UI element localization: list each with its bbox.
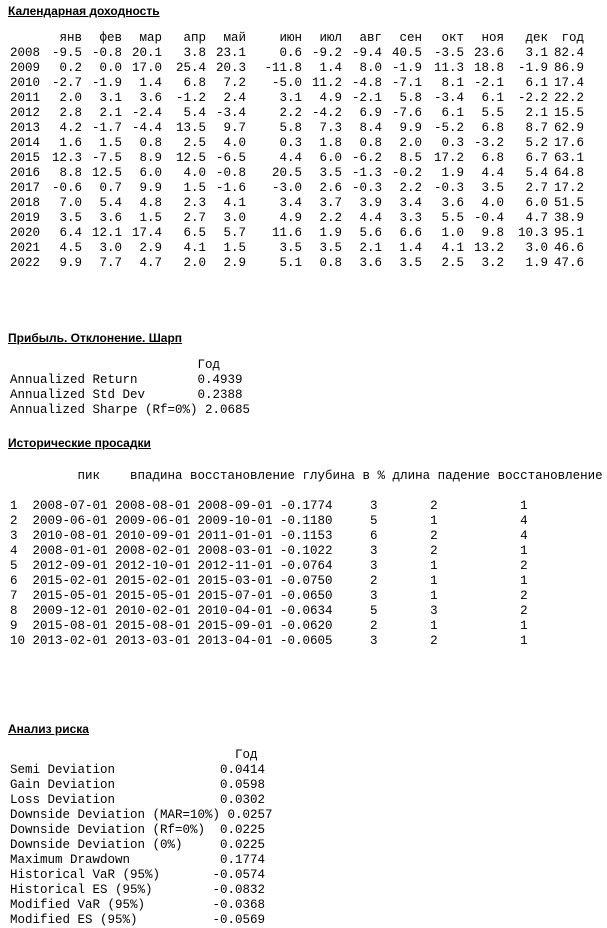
calendar-value-cell: 4.1 <box>183 241 206 255</box>
calendar-value-cell: 8.4 <box>359 121 382 135</box>
calendar-value-cell: 1.4 <box>319 61 342 75</box>
calendar-row <box>10 211 584 226</box>
calendar-value-cell: 8.1 <box>441 76 464 90</box>
calendar-value-cell: 11.6 <box>271 226 302 240</box>
calendar-value-cell: 0.6 <box>279 46 302 60</box>
calendar-value-cell: 4.1 <box>223 196 246 210</box>
calendar-value-cell: 2.0 <box>399 136 422 150</box>
calendar-value-cell: 8.7 <box>525 121 548 135</box>
calendar-value-cell: -1.7 <box>91 121 122 135</box>
calendar-value-cell: 0.3 <box>441 136 464 150</box>
calendar-header-cell: окт <box>441 31 464 45</box>
calendar-value-cell: 20.5 <box>271 166 302 180</box>
calendar-value-cell: -7.6 <box>391 106 422 120</box>
calendar-value-cell: 12.5 <box>175 151 206 165</box>
calendar-value-cell: 20.3 <box>215 61 246 75</box>
calendar-value-cell: -3.5 <box>433 46 464 60</box>
calendar-value-cell: 3.0 <box>525 241 548 255</box>
calendar-value-cell: 4.9 <box>279 211 302 225</box>
calendar-value-cell: 3.6 <box>359 256 382 270</box>
calendar-value-cell: -9.2 <box>311 46 342 60</box>
calendar-value-cell: 9.9 <box>139 181 162 195</box>
calendar-value-cell: -2.1 <box>473 76 504 90</box>
calendar-value-cell: 4.0 <box>183 166 206 180</box>
calendar-value-cell: 17.4 <box>131 226 162 240</box>
calendar-value-cell: 6.0 <box>139 166 162 180</box>
calendar-value-cell: 4.5 <box>59 241 82 255</box>
calendar-value-cell: 3.2 <box>481 256 504 270</box>
calendar-row <box>10 256 584 271</box>
calendar-value-cell: -0.2 <box>391 166 422 180</box>
calendar-value-cell: 23.1 <box>215 46 246 60</box>
calendar-header-cell: год <box>561 31 584 45</box>
calendar-value-cell: -2.4 <box>131 106 162 120</box>
calendar-value-cell: -0.3 <box>351 181 382 195</box>
calendar-row <box>10 151 584 166</box>
calendar-value-cell: -3.4 <box>215 106 246 120</box>
drawdowns-table: пик впадина восстановление глубина в % длина падение восстановление 1 2008-07-01 2008-08-01 2008-09-01 -0.1774 3 2 1 2 2009-06-01 2009-06-01 2009-10-01 -0.1180 5 1 4 3 2010-08-01 2010-09-01 2011-01-01 -0.1153 6 2 4 4 2008-01-01 2008-02-01 2008-03-01 -0.1022 3 2 1 5 2012-09-01 2012-10-01 2012-11-01 -0.0764 3 1 2 6 2015-02-01 2015-02-01 2015-03-01 -0.0750 2 1 1 7 2015-05-01 2015-05-01 2015-07-01 -0.0650 3 1 2 8 2009-12-01 2010-02-01 2010-04-01 -0.0634 5 3 2 9 2015-08-01 2015-08-01 2015-09-01 -0.0620 2 1 1 10 2013-02-01 2013-03-01 2013-04-01 -0.0605 3 2 1 <box>10 469 603 648</box>
calendar-value-cell: 2.1 <box>99 106 122 120</box>
calendar-value-cell: 3.1 <box>99 91 122 105</box>
calendar-value-cell: 1.9 <box>319 226 342 240</box>
calendar-value-cell: 17.2 <box>553 181 584 195</box>
calendar-value-cell: 5.7 <box>223 226 246 240</box>
calendar-value-cell: 9.7 <box>223 121 246 135</box>
calendar-value-cell: 23.6 <box>473 46 504 60</box>
calendar-value-cell: 1.5 <box>139 211 162 225</box>
calendar-row <box>10 106 584 121</box>
calendar-value-cell: 25.4 <box>175 61 206 75</box>
calendar-value-cell: 3.0 <box>99 241 122 255</box>
calendar-value-cell: 4.9 <box>319 91 342 105</box>
calendar-value-cell: 2.1 <box>359 241 382 255</box>
calendar-value-cell: -3.2 <box>473 136 504 150</box>
calendar-year-cell: 2009 <box>10 61 41 75</box>
calendar-value-cell: -4.4 <box>131 121 162 135</box>
profit-stats-table: Год Annualized Return 0.4939 Annualized Std Dev 0.2388 Annualized Sharpe (Rf=0%) 2.0685 <box>10 358 251 417</box>
calendar-header-cell: мар <box>139 31 162 45</box>
calendar-value-cell: 3.3 <box>399 211 422 225</box>
calendar-value-cell: 2.3 <box>183 196 206 210</box>
calendar-value-cell: 6.8 <box>183 76 206 90</box>
calendar-value-cell: 6.8 <box>481 151 504 165</box>
calendar-value-cell: 13.2 <box>473 241 504 255</box>
calendar-value-cell: 0.8 <box>139 136 162 150</box>
calendar-value-cell: -1.9 <box>517 61 548 75</box>
calendar-value-cell: 1.5 <box>99 136 122 150</box>
drawdowns-section-title: Исторические просадки <box>8 436 151 450</box>
calendar-value-cell: 2.5 <box>183 136 206 150</box>
calendar-value-cell: 9.9 <box>59 256 82 270</box>
calendar-value-cell: 3.5 <box>319 166 342 180</box>
calendar-value-cell: 63.1 <box>553 151 584 165</box>
calendar-value-cell: -6.5 <box>215 151 246 165</box>
calendar-value-cell: 17.4 <box>553 76 584 90</box>
calendar-value-cell: 13.5 <box>175 121 206 135</box>
calendar-row <box>10 91 584 106</box>
calendar-value-cell: 6.7 <box>525 151 548 165</box>
calendar-value-cell: 4.0 <box>223 136 246 150</box>
calendar-value-cell: 2.5 <box>441 256 464 270</box>
calendar-value-cell: 6.1 <box>441 106 464 120</box>
calendar-year-cell: 2016 <box>10 166 41 180</box>
calendar-value-cell: 11.3 <box>433 61 464 75</box>
calendar-value-cell: 1.0 <box>441 226 464 240</box>
calendar-header-cell: июн <box>279 31 302 45</box>
calendar-value-cell: 6.5 <box>183 226 206 240</box>
calendar-row <box>10 136 584 151</box>
calendar-value-cell: 6.4 <box>59 226 82 240</box>
calendar-value-cell: 5.4 <box>99 196 122 210</box>
calendar-value-cell: -0.8 <box>91 46 122 60</box>
calendar-value-cell: -9.4 <box>351 46 382 60</box>
calendar-value-cell: 5.1 <box>279 256 302 270</box>
calendar-row <box>10 121 584 136</box>
calendar-value-cell: 86.9 <box>553 61 584 75</box>
calendar-value-cell: 5.2 <box>525 136 548 150</box>
calendar-header-cell: апр <box>183 31 206 45</box>
calendar-value-cell: 5.4 <box>183 106 206 120</box>
calendar-header-cell: дек <box>525 31 548 45</box>
calendar-value-cell: -3.0 <box>271 181 302 195</box>
calendar-value-cell: -4.8 <box>351 76 382 90</box>
calendar-value-cell: 1.8 <box>319 136 342 150</box>
calendar-value-cell: 6.1 <box>525 76 548 90</box>
calendar-value-cell: -1.9 <box>391 61 422 75</box>
calendar-value-cell: 3.8 <box>183 46 206 60</box>
calendar-value-cell: 3.9 <box>359 196 382 210</box>
calendar-value-cell: -1.9 <box>91 76 122 90</box>
calendar-value-cell: 3.6 <box>441 196 464 210</box>
calendar-year-cell: 2010 <box>10 76 41 90</box>
calendar-value-cell: 5.4 <box>525 166 548 180</box>
calendar-value-cell: 2.7 <box>525 181 548 195</box>
calendar-header-row <box>10 31 584 46</box>
calendar-value-cell: 4.7 <box>139 256 162 270</box>
calendar-value-cell: 10.3 <box>517 226 548 240</box>
calendar-value-cell: 0.7 <box>99 181 122 195</box>
calendar-year-cell: 2021 <box>10 241 41 255</box>
calendar-value-cell: 4.2 <box>59 121 82 135</box>
calendar-returns-table <box>10 31 584 271</box>
calendar-value-cell: 3.1 <box>525 46 548 60</box>
calendar-value-cell: 0.0 <box>99 61 122 75</box>
calendar-value-cell: 62.9 <box>553 121 584 135</box>
calendar-value-cell: 5.8 <box>399 91 422 105</box>
calendar-value-cell: 3.6 <box>139 91 162 105</box>
calendar-header-cell: сен <box>399 31 422 45</box>
calendar-value-cell: 4.4 <box>359 211 382 225</box>
calendar-value-cell: 0.8 <box>359 136 382 150</box>
calendar-value-cell: 7.7 <box>99 256 122 270</box>
calendar-value-cell: 8.0 <box>359 61 382 75</box>
calendar-value-cell: 1.5 <box>223 241 246 255</box>
calendar-year-cell: 2011 <box>10 91 41 105</box>
calendar-value-cell: 7.3 <box>319 121 342 135</box>
calendar-value-cell: 2.2 <box>399 181 422 195</box>
calendar-value-cell: 5.5 <box>481 106 504 120</box>
calendar-value-cell: 5.6 <box>359 226 382 240</box>
calendar-value-cell: -0.6 <box>51 181 82 195</box>
calendar-value-cell: -1.3 <box>351 166 382 180</box>
calendar-value-cell: -2.7 <box>51 76 82 90</box>
calendar-year-cell: 2013 <box>10 121 41 135</box>
calendar-value-cell: 17.0 <box>131 61 162 75</box>
calendar-value-cell: -0.3 <box>433 181 464 195</box>
calendar-value-cell: 2.4 <box>223 91 246 105</box>
calendar-value-cell: 2.2 <box>279 106 302 120</box>
calendar-value-cell: -7.1 <box>391 76 422 90</box>
calendar-value-cell: 4.1 <box>441 241 464 255</box>
calendar-year-cell: 2015 <box>10 151 41 165</box>
calendar-value-cell: 4.0 <box>481 196 504 210</box>
calendar-value-cell: 4.8 <box>139 196 162 210</box>
calendar-value-cell: 18.8 <box>473 61 504 75</box>
calendar-value-cell: 20.1 <box>131 46 162 60</box>
calendar-value-cell: 40.5 <box>391 46 422 60</box>
calendar-value-cell: 8.5 <box>399 151 422 165</box>
calendar-value-cell: -1.2 <box>175 91 206 105</box>
calendar-header-blank <box>10 31 46 46</box>
calendar-row <box>10 76 584 91</box>
calendar-row <box>10 241 584 256</box>
calendar-row <box>10 226 584 241</box>
calendar-year-cell: 2012 <box>10 106 41 120</box>
calendar-value-cell: 4.4 <box>481 166 504 180</box>
calendar-value-cell: 82.4 <box>553 46 584 60</box>
calendar-row <box>10 166 584 181</box>
calendar-value-cell: -2.2 <box>517 91 548 105</box>
calendar-value-cell: 3.5 <box>59 211 82 225</box>
calendar-value-cell: -7.5 <box>91 151 122 165</box>
calendar-value-cell: 3.5 <box>319 241 342 255</box>
calendar-header-cell: янв <box>59 31 82 45</box>
calendar-value-cell: -4.2 <box>311 106 342 120</box>
calendar-value-cell: -2.1 <box>351 91 382 105</box>
calendar-value-cell: 12.5 <box>91 166 122 180</box>
calendar-value-cell: -1.6 <box>215 181 246 195</box>
calendar-header-cell: фев <box>99 31 122 45</box>
calendar-value-cell: 6.1 <box>481 91 504 105</box>
calendar-value-cell: 2.9 <box>223 256 246 270</box>
calendar-value-cell: 8.8 <box>59 166 82 180</box>
calendar-value-cell: -5.2 <box>433 121 464 135</box>
calendar-value-cell: 2.0 <box>59 91 82 105</box>
calendar-value-cell: 3.5 <box>399 256 422 270</box>
calendar-value-cell: 0.3 <box>279 136 302 150</box>
calendar-value-cell: 2.1 <box>525 106 548 120</box>
calendar-value-cell: 46.6 <box>553 241 584 255</box>
calendar-value-cell: 9.8 <box>481 226 504 240</box>
calendar-value-cell: 5.5 <box>441 211 464 225</box>
calendar-value-cell: 3.4 <box>399 196 422 210</box>
calendar-value-cell: 2.0 <box>183 256 206 270</box>
calendar-value-cell: 22.2 <box>553 91 584 105</box>
calendar-value-cell: -11.8 <box>264 61 302 75</box>
calendar-value-cell: 51.5 <box>553 196 584 210</box>
calendar-year-cell: 2020 <box>10 226 41 240</box>
calendar-value-cell: 12.1 <box>91 226 122 240</box>
calendar-value-cell: 2.9 <box>139 241 162 255</box>
calendar-row <box>10 46 584 61</box>
calendar-header-cell: ноя <box>481 31 504 45</box>
calendar-value-cell: 17.2 <box>433 151 464 165</box>
calendar-value-cell: 47.6 <box>553 256 584 270</box>
calendar-value-cell: 1.9 <box>441 166 464 180</box>
calendar-value-cell: -0.4 <box>473 211 504 225</box>
calendar-value-cell: 2.8 <box>59 106 82 120</box>
calendar-value-cell: -3.4 <box>433 91 464 105</box>
calendar-value-cell: 3.0 <box>223 211 246 225</box>
calendar-value-cell: -6.2 <box>351 151 382 165</box>
calendar-value-cell: 15.5 <box>553 106 584 120</box>
calendar-value-cell: 95.1 <box>553 226 584 240</box>
calendar-value-cell: 5.8 <box>279 121 302 135</box>
calendar-value-cell: -5.0 <box>271 76 302 90</box>
calendar-year-cell: 2008 <box>10 46 41 60</box>
calendar-row <box>10 196 584 211</box>
calendar-value-cell: 0.8 <box>319 256 342 270</box>
calendar-value-cell: 2.6 <box>319 181 342 195</box>
calendar-value-cell: 1.5 <box>183 181 206 195</box>
calendar-row <box>10 181 584 196</box>
calendar-value-cell: 3.4 <box>279 196 302 210</box>
calendar-value-cell: 3.7 <box>319 196 342 210</box>
calendar-value-cell: 6.0 <box>525 196 548 210</box>
calendar-value-cell: 2.2 <box>319 211 342 225</box>
calendar-value-cell: 2.7 <box>183 211 206 225</box>
calendar-value-cell: 12.3 <box>51 151 82 165</box>
calendar-value-cell: 3.5 <box>279 241 302 255</box>
calendar-value-cell: -0.8 <box>215 166 246 180</box>
calendar-returns-title: Календарная доходность <box>8 4 160 18</box>
calendar-value-cell: 4.4 <box>279 151 302 165</box>
risk-analysis-table: Год Semi Deviation 0.0414 Gain Deviation 0.0598 Loss Deviation 0.0302 Downside Deviation (MAR=10%) 0.0257 Downside Deviation (Rf=0%) 0.0225 Downside Deviation (0%) 0.0225 Maximum Drawdown 0.1774 Historical VaR (95%) -0.0574 Historical ES (95%) -0.0832 Modified VaR (95%) -0.0368 Modified ES (95%) -0.0569 <box>10 748 273 927</box>
calendar-value-cell: 3.5 <box>481 181 504 195</box>
calendar-value-cell: 8.9 <box>139 151 162 165</box>
calendar-value-cell: 3.1 <box>279 91 302 105</box>
calendar-value-cell: 1.6 <box>59 136 82 150</box>
calendar-value-cell: 7.0 <box>59 196 82 210</box>
calendar-year-cell: 2018 <box>10 196 41 210</box>
calendar-value-cell: -9.5 <box>51 46 82 60</box>
calendar-year-cell: 2022 <box>10 256 41 270</box>
profit-section-title: Прибыль. Отклонение. Шарп <box>8 331 183 345</box>
calendar-value-cell: 7.2 <box>223 76 246 90</box>
calendar-value-cell: 1.4 <box>139 76 162 90</box>
calendar-value-cell: 6.8 <box>481 121 504 135</box>
calendar-year-cell: 2019 <box>10 211 41 225</box>
risk-section-title: Анализ риска <box>8 722 89 736</box>
calendar-value-cell: 64.8 <box>553 166 584 180</box>
calendar-value-cell: 3.6 <box>99 211 122 225</box>
calendar-row <box>10 61 584 76</box>
calendar-value-cell: 6.0 <box>319 151 342 165</box>
calendar-value-cell: 38.9 <box>553 211 584 225</box>
calendar-header-cell: май <box>223 31 246 45</box>
calendar-value-cell: 0.2 <box>59 61 82 75</box>
calendar-value-cell: 9.9 <box>399 121 422 135</box>
calendar-year-cell: 2014 <box>10 136 41 150</box>
calendar-value-cell: 11.2 <box>311 76 342 90</box>
calendar-header-cell: авг <box>359 31 382 45</box>
calendar-value-cell: 1.9 <box>525 256 548 270</box>
calendar-header-cell: июл <box>319 31 342 45</box>
calendar-year-cell: 2017 <box>10 181 41 195</box>
calendar-value-cell: 6.9 <box>359 106 382 120</box>
calendar-value-cell: 6.6 <box>399 226 422 240</box>
calendar-value-cell: 1.4 <box>399 241 422 255</box>
calendar-value-cell: 4.7 <box>525 211 548 225</box>
calendar-value-cell: 17.6 <box>553 136 584 150</box>
